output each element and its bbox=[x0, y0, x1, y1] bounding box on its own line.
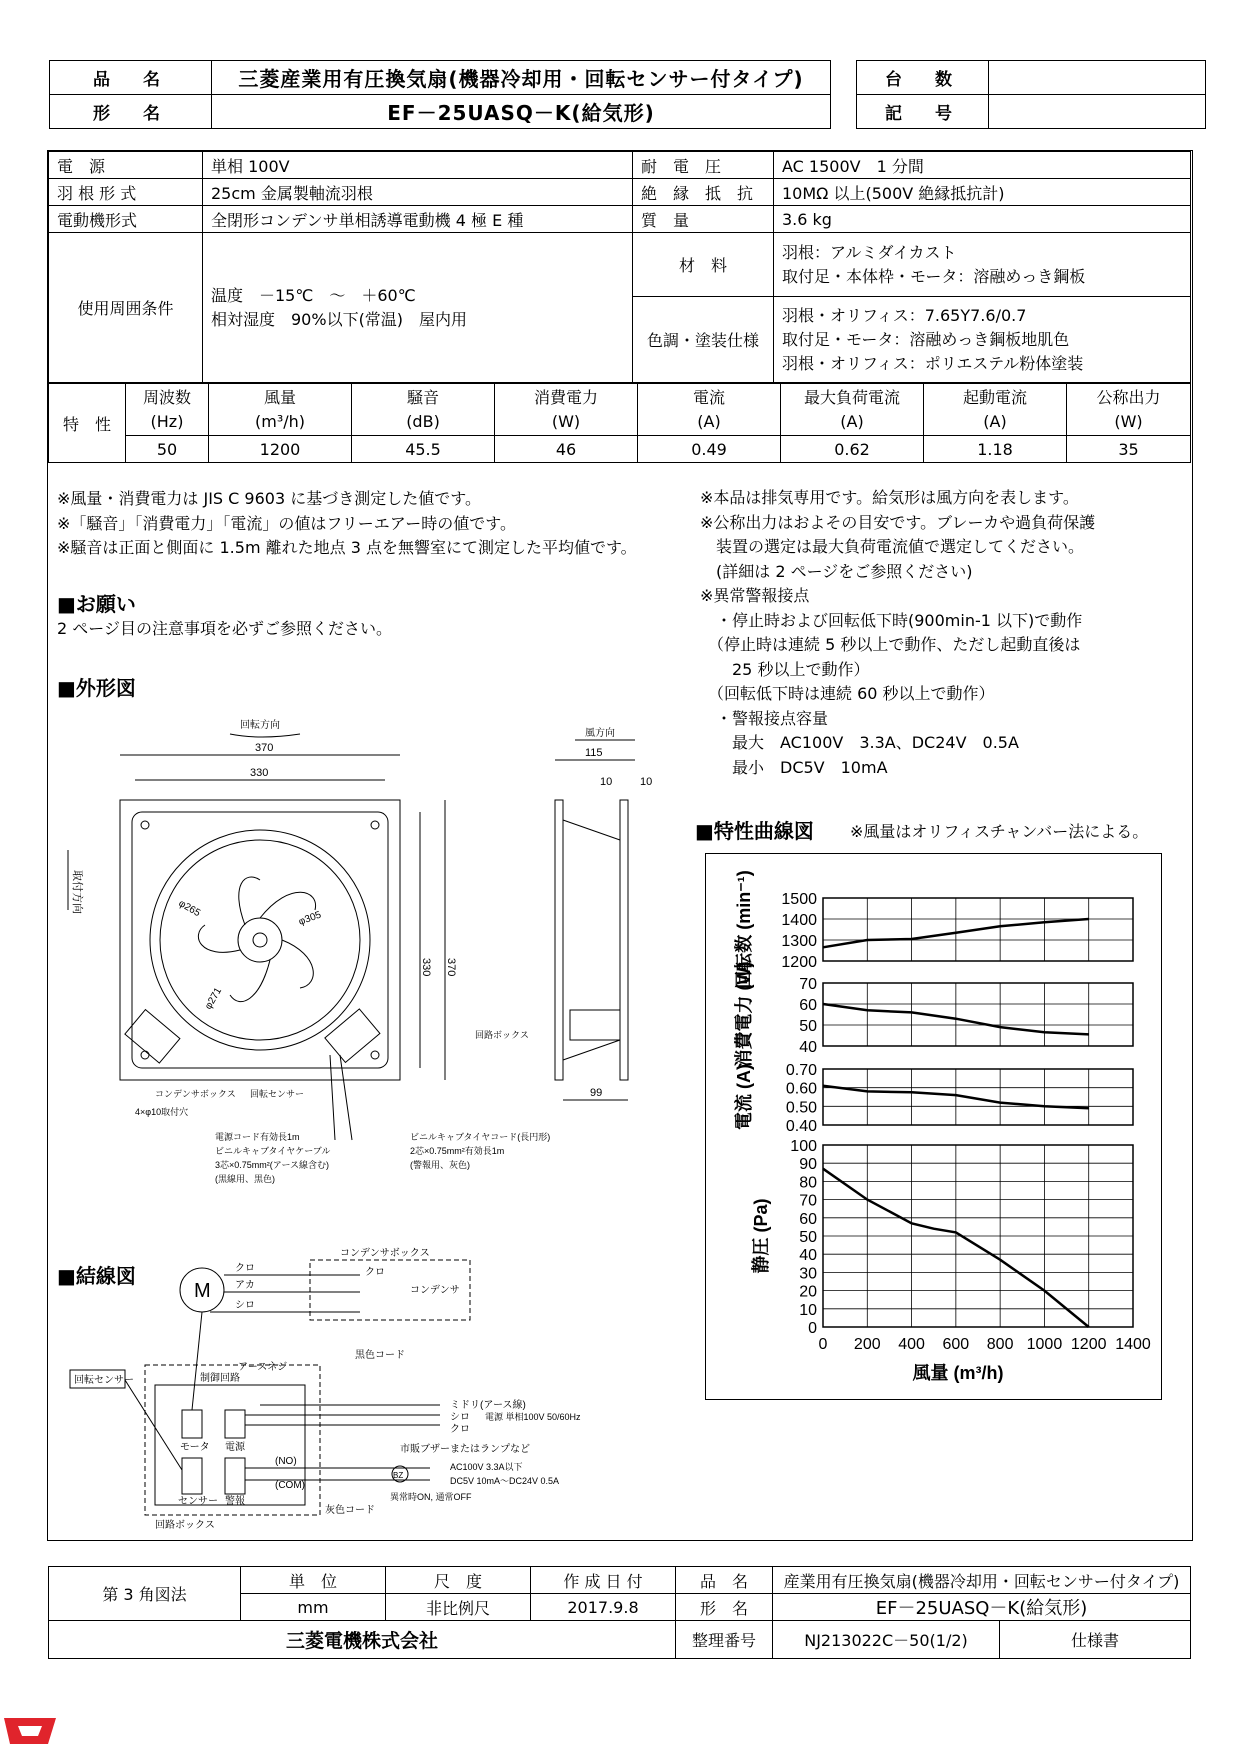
header-current: 電流 (A) bbox=[638, 384, 781, 436]
no-label: (NO) bbox=[275, 1456, 297, 1467]
fan-body bbox=[120, 800, 400, 1080]
side-box bbox=[570, 1010, 620, 1040]
env-value bbox=[203, 233, 633, 383]
y-tick-label: 40 bbox=[799, 1247, 817, 1265]
date: 2017.9.8 bbox=[531, 1594, 676, 1621]
header-noise: 騒音 (dB) bbox=[352, 384, 495, 436]
quantity-value bbox=[989, 61, 1206, 95]
curve-title: ■特性曲線図 bbox=[695, 819, 814, 843]
alarm-on-label: 異常時ON, 通常OFF bbox=[390, 1492, 472, 1502]
mass-label: 質 量 bbox=[633, 206, 774, 233]
cord2-line3: (警報用、灰色) bbox=[410, 1160, 470, 1170]
cap-kuro: クロ bbox=[365, 1267, 385, 1278]
phi271: φ271 bbox=[203, 985, 225, 1012]
header-start-current: 起動電流 (A) bbox=[924, 384, 1067, 436]
cord1-line2: ビニルキャブタイヤケーブル bbox=[215, 1146, 331, 1156]
product-name-label: 品 名 bbox=[50, 61, 212, 95]
circuit-box bbox=[145, 1365, 320, 1515]
dim-v330: 330 bbox=[420, 958, 432, 977]
dim-115: 115 bbox=[585, 747, 603, 759]
mass-value: 3.6 kg bbox=[774, 206, 1191, 233]
y-tick-label: 50 bbox=[799, 1229, 817, 1246]
header-rated-output: 公称出力 (W) bbox=[1067, 384, 1191, 436]
midori-label: ミドリ(アース線) bbox=[450, 1400, 526, 1411]
dim-10a: 10 bbox=[600, 776, 613, 788]
capacitor-box-label: コンデンサボックス bbox=[340, 1248, 430, 1259]
motor-label: M bbox=[194, 1280, 211, 1302]
wiring-diagram bbox=[60, 1230, 700, 1531]
material-label: 材 料 bbox=[633, 233, 774, 297]
rot-dir-label: 回転方向 bbox=[240, 720, 280, 731]
control-label: 制御回路 bbox=[200, 1373, 240, 1384]
x-tick-label: 600 bbox=[942, 1336, 970, 1353]
product-name: 三菱産業用有圧換気扇(機器冷却用・回転センサー付タイプ) bbox=[212, 61, 831, 95]
gray-cord-label: 灰色コード bbox=[325, 1505, 375, 1516]
motor-label: 電動機形式 bbox=[49, 206, 203, 233]
terminal-alarm bbox=[225, 1458, 245, 1494]
x-tick-label: 800 bbox=[986, 1336, 1014, 1353]
circuit-box bbox=[325, 1009, 380, 1062]
fan-shaft bbox=[253, 933, 267, 947]
spec-table bbox=[48, 151, 1191, 383]
outline-drawing bbox=[60, 720, 700, 1210]
value-freq: 50 bbox=[126, 436, 209, 463]
wire-shiro-label: シロ bbox=[235, 1300, 255, 1311]
side-orifice bbox=[563, 820, 620, 1060]
y-tick-label: 0.40 bbox=[785, 1118, 817, 1135]
rot-dir-arrow bbox=[230, 734, 300, 737]
bz-label: BZ bbox=[393, 1471, 404, 1480]
x-axis-label: 風量 (m³/h) bbox=[912, 1363, 1004, 1383]
x-tick-label: 1000 bbox=[1026, 1336, 1063, 1353]
value-rated-output: 35 bbox=[1067, 436, 1191, 463]
onegai-title: ■お願い bbox=[57, 592, 136, 616]
characteristics-table bbox=[48, 383, 1191, 463]
name-label: 品 名 bbox=[676, 1567, 773, 1594]
header-max-load-current: 最大負荷電流 (A) bbox=[781, 384, 924, 436]
y-axis-label: 回転数 (min⁻¹) bbox=[734, 870, 754, 989]
cord1-line4: (黒線用、黒色) bbox=[215, 1174, 275, 1184]
motor-wire bbox=[192, 1312, 202, 1410]
wind-dir-label: 風方向 bbox=[585, 728, 615, 739]
com-label: (COM) bbox=[275, 1480, 305, 1491]
mount-hole bbox=[141, 1051, 149, 1059]
x-tick-label: 200 bbox=[853, 1336, 881, 1353]
y-axis-label: 消費電力 (W) bbox=[734, 961, 754, 1068]
motor-value: 全閉形コンデンサ単相誘導電動機 4 極 E 種 bbox=[203, 206, 633, 233]
dim-10b: 10 bbox=[640, 776, 653, 788]
mount-dir-label: 取付方向 bbox=[71, 870, 83, 914]
onegai-text: 2 ページ目の注意事項を必ずご参照ください。 bbox=[57, 619, 392, 638]
x-tick-label: 400 bbox=[898, 1336, 925, 1353]
company: 三菱電機株式会社 bbox=[49, 1621, 676, 1659]
dim-99: 99 bbox=[590, 1087, 603, 1099]
x-tick-label: 1200 bbox=[1070, 1336, 1107, 1353]
rot-sensor-label: 回転センサー bbox=[250, 1089, 305, 1099]
x-tick-label: 1400 bbox=[1115, 1336, 1151, 1353]
plot-area bbox=[823, 983, 1133, 1046]
y-tick-label: 100 bbox=[790, 1138, 817, 1155]
y-tick-label: 60 bbox=[799, 997, 817, 1014]
ref-label: 整理番号 bbox=[676, 1621, 773, 1659]
material-line2: 取付足・本体枠・モータ：溶融めっき鋼板 bbox=[782, 266, 1086, 286]
buzzer-label: 市販ブザーまたはランプなど bbox=[400, 1444, 530, 1455]
notes-right: ※本品は排気専用です。給気形は風方向を表します。 ※公称出力はおよその目安です。ブレーカや過負荷保護 装置の選定は最大負荷電流値で選定してください。 (詳細は 2 ページをご参照ください) ※異常警報接点 ・停止時および回転低下時(900min-1 以下)で動作 （停止時は連続 5 秒以上で動作、ただし起動直後は 25 秒以上で動作） （回転低下時は連続 60 秒以上で動作） ・警報接点容量 最大 AC100V 3.3A、DC24V 0.5A 最小 DC5V 10mA bbox=[700, 488, 1096, 777]
color-label: 色調・塗装仕様 bbox=[633, 297, 774, 383]
header-power: 消費電力 (W) bbox=[495, 384, 638, 436]
y-tick-label: 0.60 bbox=[785, 1080, 817, 1098]
terminal-motor-label: モータ bbox=[180, 1442, 210, 1453]
withstand-value: AC 1500V 1 分間 bbox=[774, 152, 1191, 179]
insulation-label: 絶 縁 抵 抗 bbox=[633, 179, 774, 206]
mount-hole bbox=[141, 821, 149, 829]
curve-note: ※風量はオリフィスチャンバー法による。 bbox=[850, 822, 1149, 841]
terminal-power-label: 電源 bbox=[225, 1442, 245, 1453]
scale-label: 尺 度 bbox=[386, 1567, 531, 1594]
model-name: EF－25UASQ－K(給気形) bbox=[212, 95, 831, 129]
y-tick-label: 1200 bbox=[781, 954, 817, 971]
spec2-label: DC5V 10mA～DC24V 0.5A bbox=[450, 1476, 560, 1486]
env-label: 使用周囲条件 bbox=[49, 233, 203, 383]
wire-kuro-label: クロ bbox=[235, 1263, 255, 1274]
env-line2: 相対湿度 90%以下(常温) 屋内用 bbox=[211, 309, 468, 329]
withstand-label: 耐 電 圧 bbox=[633, 152, 774, 179]
kuro-pwr-label: クロ bbox=[450, 1424, 470, 1435]
material-value bbox=[774, 233, 1191, 297]
y-tick-label: 40 bbox=[799, 1039, 817, 1056]
terminal-motor bbox=[182, 1410, 202, 1438]
terminal-sensor bbox=[182, 1458, 202, 1494]
black-cord-label: 黒色コード bbox=[355, 1350, 405, 1361]
cord2-line1: ビニルキャブタイヤコード(長円形) bbox=[410, 1132, 551, 1142]
terminal-sensor-label: センサー bbox=[178, 1496, 218, 1507]
shiro-pwr-label: シロ bbox=[450, 1412, 470, 1423]
color-line2: 取付足・モータ：溶融めっき鋼板地肌色 bbox=[782, 329, 1070, 349]
ref: NJ213022C－50(1/2) bbox=[773, 1621, 1000, 1659]
footer-name: 産業用有圧換気扇(機器冷却用・回転センサー付タイプ) bbox=[773, 1567, 1191, 1594]
dim-v370: 370 bbox=[445, 958, 457, 977]
y-tick-label: 50 bbox=[799, 1018, 817, 1035]
pwr-spec-label: 電源 単相100V 50/60Hz bbox=[485, 1412, 581, 1422]
y-tick-label: 20 bbox=[799, 1283, 817, 1301]
cord1-line1: 電源コード有効長1m bbox=[215, 1132, 300, 1142]
mount-hole bbox=[371, 821, 379, 829]
color-value bbox=[774, 297, 1191, 383]
blade-value: 25cm 金属製軸流羽根 bbox=[203, 179, 633, 206]
material-line1: 羽根：アルミダイカスト bbox=[782, 242, 957, 262]
circuit-box-label: 回路ボックス bbox=[155, 1520, 215, 1531]
quantity-block bbox=[856, 60, 1206, 129]
circuit-box-label: 回路ボックス bbox=[475, 1030, 529, 1040]
dim-370: 370 bbox=[255, 742, 274, 754]
unit: mm bbox=[241, 1594, 386, 1621]
value-power: 46 bbox=[495, 436, 638, 463]
logo-mark-icon bbox=[0, 1712, 60, 1748]
y-tick-label: 90 bbox=[799, 1156, 817, 1174]
env-line1: 温度 －15℃ ～ ＋60℃ bbox=[211, 285, 416, 305]
terminal-alarm-label: 警報 bbox=[225, 1496, 245, 1507]
title-block bbox=[49, 60, 831, 129]
doc-type: 仕様書 bbox=[1000, 1621, 1191, 1659]
y-tick-label: 70 bbox=[799, 1192, 817, 1210]
spec1-label: AC100V 3.3A以下 bbox=[450, 1462, 523, 1472]
mount-hole bbox=[371, 1051, 379, 1059]
x-tick-label: 0 bbox=[818, 1336, 828, 1353]
value-current: 0.49 bbox=[638, 436, 781, 463]
y-tick-label: 0 bbox=[808, 1320, 817, 1337]
date-label: 作 成 日 付 bbox=[531, 1567, 676, 1594]
y-tick-label: 80 bbox=[799, 1174, 817, 1192]
header-freq: 周波数 (Hz) bbox=[126, 384, 209, 436]
phi305: φ305 bbox=[297, 909, 323, 928]
characteristics-label: 特 性 bbox=[49, 384, 126, 463]
capacitor-label: コンデンサ bbox=[410, 1285, 460, 1296]
y-tick-label: 10 bbox=[799, 1301, 817, 1319]
y-tick-label: 60 bbox=[799, 1210, 817, 1228]
capacitor-box bbox=[125, 1010, 180, 1063]
power-label: 電 源 bbox=[49, 152, 203, 179]
footer-model: EF－25UASQ－K(給気形) bbox=[773, 1594, 1191, 1621]
y-axis-label: 静圧 (Pa) bbox=[751, 1198, 771, 1274]
outline-title: ■外形図 bbox=[57, 676, 136, 700]
curve-charts bbox=[705, 853, 1161, 1399]
fan-orifice bbox=[150, 830, 370, 1050]
earth-screw-label: アースネジ bbox=[238, 1362, 288, 1373]
plot-area bbox=[823, 1069, 1133, 1125]
symbol-value bbox=[989, 95, 1206, 129]
fan-frame bbox=[132, 812, 388, 1068]
y-tick-label: 0.50 bbox=[785, 1099, 817, 1117]
scale: 非比例尺 bbox=[386, 1594, 531, 1621]
capacitor-box-label: コンデンサボックス bbox=[155, 1089, 236, 1099]
y-tick-label: 0.70 bbox=[785, 1062, 817, 1079]
value-start-current: 1.18 bbox=[924, 436, 1067, 463]
footer-table bbox=[48, 1566, 1191, 1659]
cord2-line2: 2芯×0.75mm²有効長1m bbox=[410, 1146, 505, 1156]
y-tick-label: 30 bbox=[799, 1265, 817, 1283]
symbol-label: 記 号 bbox=[857, 95, 989, 129]
side-flange bbox=[555, 800, 563, 1080]
dim-330: 330 bbox=[250, 767, 269, 779]
model-label-footer: 形 名 bbox=[676, 1594, 773, 1621]
model-label: 形 名 bbox=[50, 95, 212, 129]
wiring-title: ■結線図 bbox=[57, 1264, 136, 1288]
fan-blade-circle bbox=[160, 840, 360, 1040]
y-tick-label: 1500 bbox=[781, 891, 817, 908]
insulation-value: 10MΩ 以上(500V 絶縁抵抗計) bbox=[774, 179, 1191, 206]
notes-left: ※風量・消費電力は JIS C 9603 に基づき測定した値です。 ※「騒音」「消費電力」「電流」の値はフリーエアー時の値です。 ※騒音は正面と側面に 1.5m 離れた地点 3 点を無響室にて測定した平均値です。 bbox=[57, 489, 637, 557]
rot-sensor-label: 回転センサー bbox=[74, 1375, 134, 1386]
side-back bbox=[620, 800, 628, 1080]
power-value: 単相 100V bbox=[203, 152, 633, 179]
value-airflow: 1200 bbox=[209, 436, 352, 463]
holes-label: 4×φ10取付穴 bbox=[135, 1107, 189, 1117]
y-tick-label: 1300 bbox=[781, 933, 817, 950]
color-line3: 羽根・オリフィス：ポリエステル粉体塗装 bbox=[782, 353, 1084, 373]
quantity-label: 台 数 bbox=[857, 61, 989, 95]
unit-label: 単 位 bbox=[241, 1567, 386, 1594]
projection: 第 3 角図法 bbox=[49, 1567, 241, 1621]
color-line1: 羽根・オリフィス：7.65Y7.6/0.7 bbox=[782, 305, 1027, 325]
phi265: φ265 bbox=[176, 898, 203, 920]
cord1-line3: 3芯×0.75mm²(アース線含む) bbox=[215, 1160, 330, 1170]
value-noise: 45.5 bbox=[352, 436, 495, 463]
value-max-load-current: 0.62 bbox=[781, 436, 924, 463]
blade-label: 羽 根 形 式 bbox=[49, 179, 203, 206]
sensor-wire bbox=[125, 1380, 182, 1470]
y-tick-label: 1400 bbox=[781, 912, 817, 929]
header-airflow: 風量 (m³/h) bbox=[209, 384, 352, 436]
wire-aka-label: アカ bbox=[235, 1280, 255, 1291]
terminal-power bbox=[225, 1410, 245, 1438]
y-axis-label: 電流 (A) bbox=[734, 1064, 754, 1130]
y-tick-label: 70 bbox=[799, 976, 817, 993]
fan-blades bbox=[198, 877, 315, 1002]
